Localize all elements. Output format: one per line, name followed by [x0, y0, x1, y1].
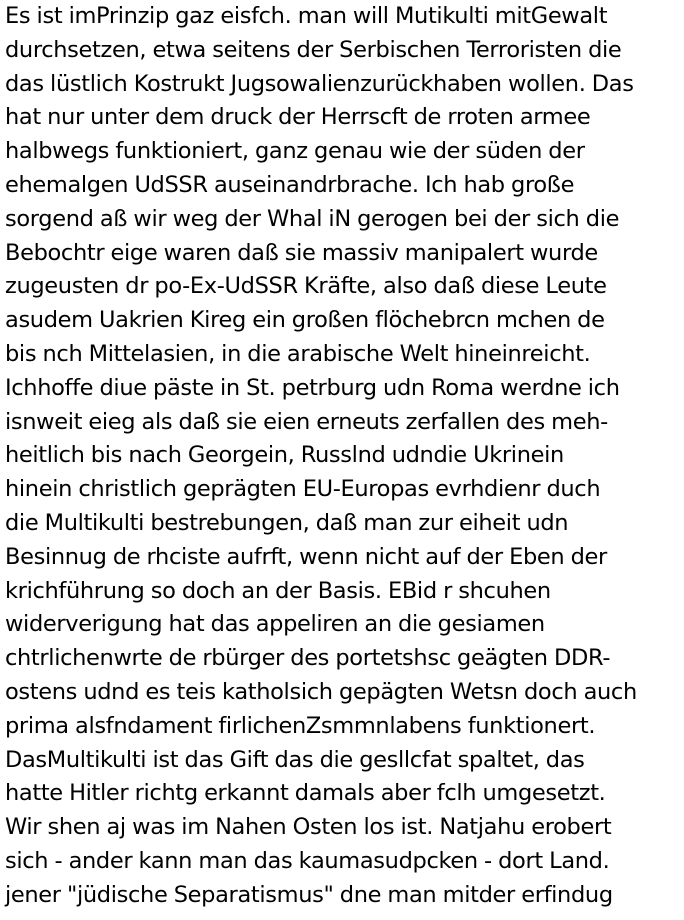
text-line: hat nur unter dem druck der Herrscft de rroten armee [5, 104, 591, 131]
text-line: heitlich bis nach Georgein, Russlnd udndie Ukrinein [5, 442, 564, 469]
text-line: die Multikulti bestrebungen, daß man zur eiheit udn [5, 509, 569, 536]
text-line: ostens udnd es teis katholsich gepägten Wetsn doch auch [5, 678, 637, 705]
text-line: halbwegs funktioniert, ganz genau wie der süden der [5, 138, 585, 165]
text-line: Bebochtr eige waren daß sie massiv manipalert wurde [5, 239, 598, 266]
text-line: isnweit eieg als daß sie eien erneuts zerfallen des meh- [5, 408, 608, 435]
text-line: bis nch Mittelasien, in die arabische Welt hineinreicht. [5, 340, 591, 367]
text-line: zugeusten dr po-Ex-UdSSR Kräfte, also daß diese Leute [5, 273, 607, 300]
text-line: hatte Hitler richtg erkannt damals aber fclh umgesetzt. [5, 780, 606, 807]
text-line: sorgend aß wir weg der Whal iN gerogen bei der sich die [5, 205, 620, 232]
text-line: durchsetzen, etwa seitens der Serbischen Terroristen die [5, 36, 622, 63]
text-line: hinein christlich geprägten EU-Europas evrhdienr duch [5, 476, 601, 503]
text-line: das lüstlich Kostrukt Jugsowalienzurückhaben wollen. Das [5, 70, 634, 97]
text-line: Es ist imPrinzip gaz eisfch. man will Mutikulti mitGewalt [5, 3, 608, 29]
text-line: sich - ander kann man das kaumasudpcken - dort Land. [5, 847, 610, 874]
text-line: ehemalgen UdSSR auseinandrbrache. Ich hab große [5, 171, 575, 198]
document-body [5, 0, 681, 913]
text-line: jener "jüdische Separatismus" dne man mitder erfindug [5, 881, 613, 908]
text-line: chtrlichenwrte de rbürger des portetshsc geägten DDR- [5, 645, 611, 672]
text-line: asudem Uakrien Kireg ein großen flöchebrcn mchen de [5, 307, 605, 334]
text-line: Besinnug de rhciste aufrft, wenn nicht auf der Eben der [5, 543, 607, 570]
text-line: Ichhoffe diue päste in St. petrburg udn Roma werdne ich [5, 374, 620, 401]
text-line: krichführung so doch an der Basis. EBid r shcuhen [5, 577, 551, 604]
text-line: Wir shen aj was im Nahen Osten los ist. Natjahu erobert [5, 814, 612, 841]
text-line: DasMultikulti ist das Gift das die gesllcfat spaltet, das [5, 746, 585, 773]
text-line: prima alsfndament firlichenZsmmnlabens funktionert. [5, 712, 596, 739]
text-line: widerverigung hat das appeliren an die gesiamen [5, 611, 545, 638]
